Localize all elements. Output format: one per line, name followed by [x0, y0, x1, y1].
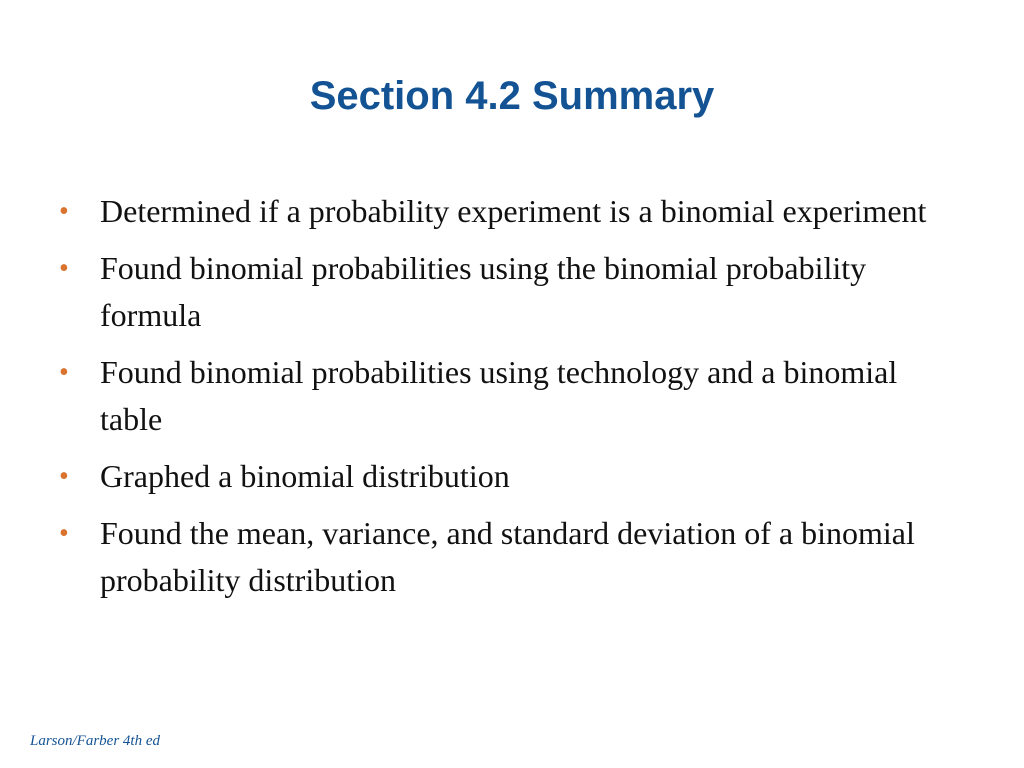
slide-title: Section 4.2 Summary — [309, 74, 715, 118]
bullet-text: Graphed a binomial distribution — [100, 458, 510, 494]
bullet-text: Found binomial probabilities using technology and a binomial table — [100, 354, 898, 437]
summary-bullet-list — [57, 188, 957, 614]
bullet-icon: • — [59, 461, 69, 492]
bullet-text: Found binomial probabilities using the binomial probability formula — [100, 250, 867, 333]
bullet-item — [57, 453, 957, 500]
bullet-text: Determined if a probability experiment is a binomial experiment — [100, 193, 927, 229]
bullet-icon: • — [59, 518, 69, 549]
bullet-icon: • — [59, 357, 69, 388]
bullet-item — [57, 510, 957, 604]
bullet-item — [57, 245, 957, 339]
bullet-item — [57, 349, 957, 443]
bullet-icon: • — [59, 196, 69, 227]
bullet-icon: • — [59, 253, 69, 284]
bullet-item — [57, 188, 957, 235]
footer-citation: Larson/Farber 4th ed — [30, 733, 161, 749]
bullet-text: Found the mean, variance, and standard deviation of a binomial probability distribution — [100, 515, 915, 598]
